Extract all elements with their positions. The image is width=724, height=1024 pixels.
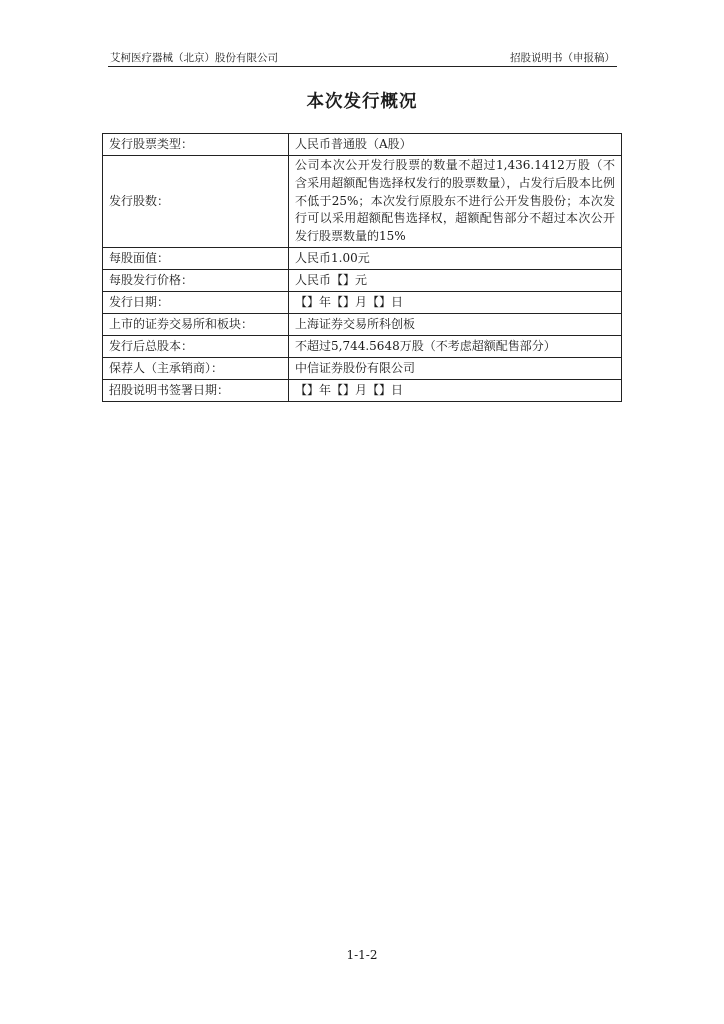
table-row [103,291,622,313]
row-label: 上市的证券交易所和板块： [103,313,289,335]
row-value: 不超过5,744.5648万股（不考虑超额配售部分） [289,335,622,357]
row-value: 【】年【】月【】日 [289,291,622,313]
row-value: 上海证券交易所科创板 [289,313,622,335]
header-doc-type: 招股说明书（申报稿） [510,52,615,64]
row-label: 招股说明书签署日期： [103,379,289,401]
page-header [108,50,617,67]
row-label: 发行日期： [103,291,289,313]
row-label: 每股发行价格： [103,269,289,291]
row-label: 发行股票类型： [103,134,289,156]
row-value: 中信证券股份有限公司 [289,357,622,379]
page-number: 1-1-2 [346,948,378,962]
table-row [103,247,622,269]
row-value: 人民币普通股（A股） [289,134,622,156]
table-row [103,313,622,335]
row-value: 人民币【】元 [289,269,622,291]
row-label: 每股面值： [103,247,289,269]
page-title: 本次发行概况 [306,92,418,112]
row-value: 【】年【】月【】日 [289,379,622,401]
row-value: 人民币1.00元 [289,247,622,269]
offering-overview-table [102,133,622,402]
row-label: 发行股数： [103,156,289,248]
table-row [103,335,622,357]
table-row [103,269,622,291]
table-row [103,379,622,401]
table-row [103,357,622,379]
table-row [103,156,622,248]
header-company: 艾柯医疗器械（北京）股份有限公司 [110,52,278,64]
table-row [103,134,622,156]
row-label: 发行后总股本： [103,335,289,357]
row-value: 公司本次公开发行股票的数量不超过1,436.1412万股（不含采用超额配售选择权发行的股票数量），占发行后股本比例不低于25%；本次发行原股东不进行公开发售股份；本次发行可以采用超额配售选择权，超额配售部分不超过本次公开发行股票数量的15% [289,156,622,248]
row-label: 保荐人（主承销商）： [103,357,289,379]
